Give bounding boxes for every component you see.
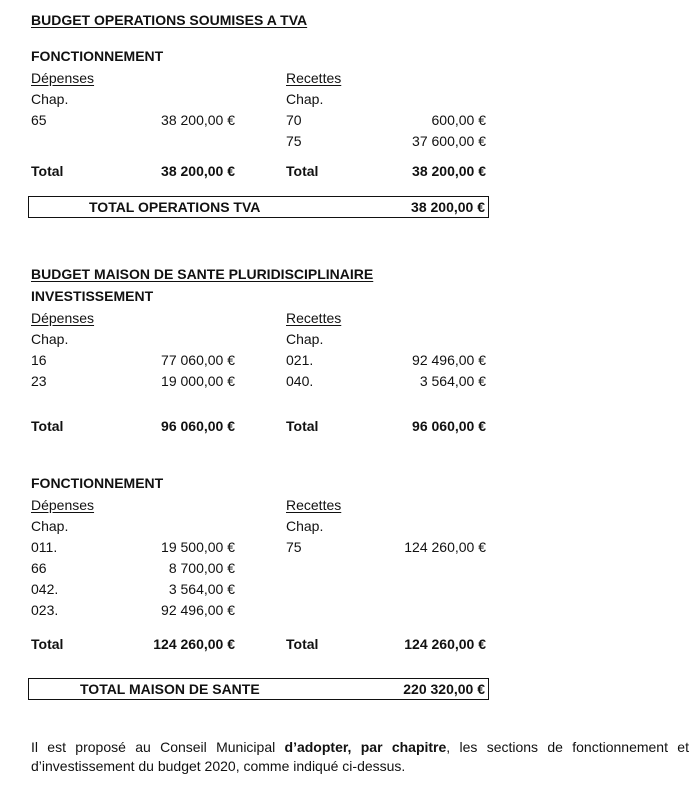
msp-fonc-dep-amount: 19 500,00 €: [161, 539, 235, 555]
tva-fonctionnement-heading: FONCTIONNEMENT: [31, 48, 164, 64]
msp-inv-dep-amount: 77 060,00 €: [161, 352, 235, 368]
msp-inv-rec-chap: 021.: [286, 352, 314, 368]
msp-inv-rec-chap: 040.: [286, 373, 314, 389]
msp-inv-depenses-label: Dépenses: [31, 310, 95, 326]
msp-budget-title: BUDGET MAISON DE SANTE PLURIDISCIPLINAIRE: [31, 266, 374, 282]
tva-total-box-amount: 38 200,00 €: [411, 199, 485, 215]
msp-inv-rec-amount: 3 564,00 €: [419, 373, 486, 389]
msp-inv-dep-total: 96 060,00 €: [161, 418, 235, 434]
msp-fonc-dep-total-label: Total: [31, 636, 64, 652]
msp-fonc-dep-chap-label: Chap.: [31, 518, 69, 534]
tva-total-box: [28, 196, 489, 218]
proposal-text-bold: d’adopter, par chapitre: [284, 739, 447, 755]
msp-total-box: [28, 678, 489, 700]
msp-fonc-dep-chap: 011.: [31, 539, 58, 555]
msp-fonc-depenses-label: Dépenses: [31, 497, 95, 513]
tva-rec-chap: 70: [286, 112, 302, 128]
msp-fonc-rec-chap: 75: [286, 539, 302, 555]
msp-total-box-label: TOTAL MAISON DE SANTE: [80, 681, 260, 697]
tva-dep-chap-label: Chap.: [31, 91, 69, 107]
msp-fonc-dep-amount: 8 700,00 €: [168, 560, 235, 576]
msp-fonctionnement-heading: FONCTIONNEMENT: [31, 475, 164, 491]
tva-rec-amount: 600,00 €: [431, 112, 486, 128]
msp-total-box-amount: 220 320,00 €: [403, 681, 485, 697]
tva-dep-total: 38 200,00 €: [161, 163, 235, 179]
proposal-text-start: Il est proposé au Conseil Municipal: [31, 739, 285, 755]
msp-fonc-dep-amount: 3 564,00 €: [168, 581, 235, 597]
tva-rec-chap: 75: [286, 133, 302, 149]
msp-inv-dep-amount: 19 000,00 €: [161, 373, 235, 389]
msp-fonc-dep-amount: 92 496,00 €: [161, 602, 235, 618]
proposal-paragraph: [31, 738, 689, 776]
msp-inv-dep-chap: 23: [31, 373, 47, 389]
msp-inv-rec-total: 96 060,00 €: [412, 418, 486, 434]
tva-total-box-label: TOTAL OPERATIONS TVA: [89, 199, 261, 215]
msp-inv-rec-amount: 92 496,00 €: [412, 352, 486, 368]
msp-inv-rec-chap-label: Chap.: [286, 331, 324, 347]
msp-fonc-dep-chap: 023.: [31, 602, 59, 618]
msp-investissement-heading: INVESTISSEMENT: [31, 288, 154, 304]
tva-depenses-label: Dépenses: [31, 70, 95, 86]
tva-rec-total: 38 200,00 €: [412, 163, 486, 179]
msp-inv-dep-total-label: Total: [31, 418, 64, 434]
msp-inv-rec-total-label: Total: [286, 418, 319, 434]
msp-fonc-rec-total-label: Total: [286, 636, 319, 652]
tva-rec-chap-label: Chap.: [286, 91, 324, 107]
tva-rec-amount: 37 600,00 €: [412, 133, 486, 149]
msp-fonc-recettes-label: Recettes: [286, 497, 342, 513]
msp-inv-dep-chap-label: Chap.: [31, 331, 69, 347]
msp-fonc-dep-chap: 66: [31, 560, 47, 576]
tva-recettes-label: Recettes: [286, 70, 342, 86]
tva-dep-total-label: Total: [31, 163, 64, 179]
tva-rec-total-label: Total: [286, 163, 319, 179]
msp-fonc-rec-total: 124 260,00 €: [404, 636, 486, 652]
tva-budget-title: BUDGET OPERATIONS SOUMISES A TVA: [31, 12, 308, 28]
msp-fonc-dep-total: 124 260,00 €: [153, 636, 235, 652]
msp-inv-recettes-label: Recettes: [286, 310, 342, 326]
msp-fonc-rec-chap-label: Chap.: [286, 518, 324, 534]
tva-dep-amount: 38 200,00 €: [161, 112, 235, 128]
tva-dep-chap: 65: [31, 112, 47, 128]
msp-inv-dep-chap: 16: [31, 352, 47, 368]
proposal-text-end: , les sections de fonctionnement et d’investissement du budget 2020, comme indiqué ci-dessus.: [31, 739, 689, 774]
msp-fonc-rec-amount: 124 260,00 €: [404, 539, 486, 555]
msp-fonc-dep-chap: 042.: [31, 581, 59, 597]
